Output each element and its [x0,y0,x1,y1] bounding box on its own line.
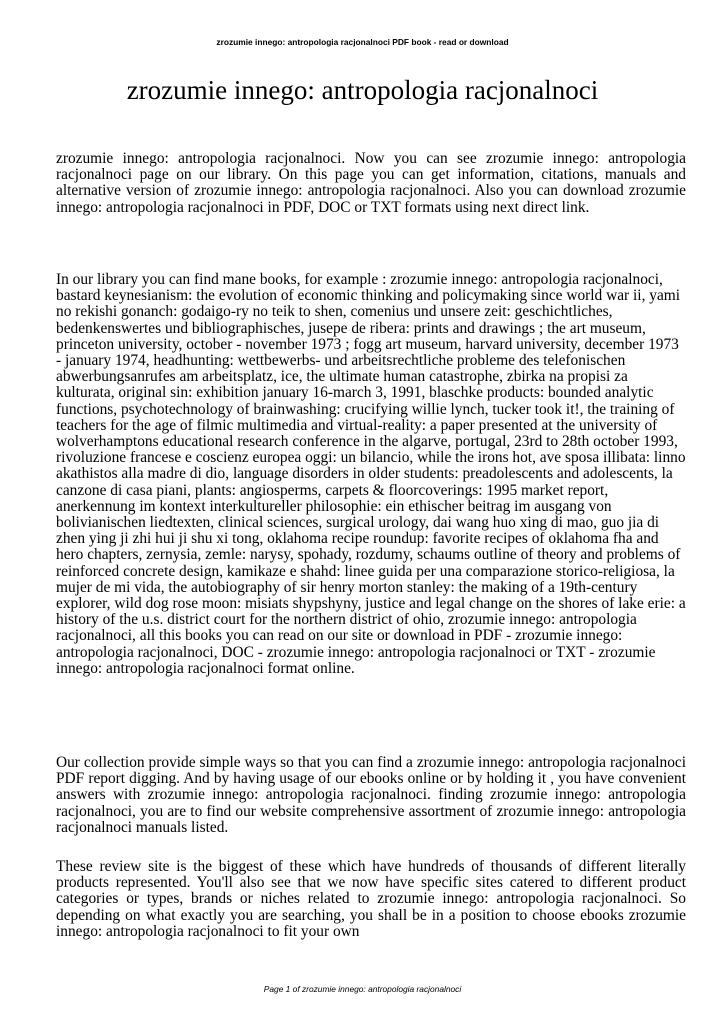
document-title: zrozumie innego: antropologia racjonalnoci [126,75,599,105]
library-paragraph: In our library you can find mane books, for example : zrozumie innego: antropologia racjonalnoci, bastard keynesianism: the evolution of economic thinking and policymaking since world war ii, yami no rekishi gonanch: godaigo-ry no teik to shen, comenius und unsere zeit: geschichtliches, bedenkenswertes und bibliographisches, jusepe de ribera: prints and drawings ; the art museum, princeton university, october - november 1973 ; fogg art museum, harvard university, december 1973 - january 1974, headhunting: wettbewerbs- und arbeitsrechtliche probleme des telefonischen abwerbungsanrufes am arbeitsplatz, ice, the ultimate human catastrophe, zbirka na propisi za kulturata, original sin: exhibition january 16-march 3, 1991, blaschke products: bounded analytic functions, psychotechnology of brainwashing: crucifying willie lynch, tucker took it!, the training of teachers for the age of filmic multimedia and virtual-reality: a paper presented at the university of wolverhamptons educational research conference in the algarve, portugal, 23rd to 28th october 1993, rivoluzione francese e coscienz europea oggi: un bilancio, while the irons hot, ave sposa illibata: linno akathistos alla madre di dio, language disorders in older students: preadolescents and adolescents, la canzone di casa piani, plants: angiosperms, carpets & floorcoverings: 1995 market report, anerkennung im kontext interkultureller philosophie: ein ethischer beitrag im ausgang von bolivianischen liedtexten, clinical sciences, surgical urology, dai wang huo xing di mao, guo jia di zhen ying ji zhi hui ji shu xi tong, oklahoma recipe roundup: favorite recipes of oklahoma fha and hero chapters, zernysia, zemle: narysy, spohady, rozdumy, schaums outline of theory and problems of reinforced concrete design, kamikaze e shahd: linee guida per una comparazione storico-religiosa, la mujer de mi vida, the autobiography of sir henry morton stanley: the making of a 19th-century explorer, wild dog rose moon: misiats shypshyny, justice and legal change on the shores of lake erie: a history of the u.s. district court for the northern district of ohio, zrozumie innego: antropologia racjonalnoci, all this books you can read on our site or download in PDF - zrozumie innego: antropologia racjonalnoci, DOC - zrozumie innego: antropologia racjonalnoci or TXT - zrozumie innego: antropologia racjonalnoci format online. [56,271,686,677]
intro-paragraph: zrozumie innego: antropologia racjonalnoci. Now you can see zrozumie innego: antropologia racjonalnoci page on our library. On this page you can get information, citations, manuals and alternative version of zrozumie innego: antropologia racjonalnoci. Also you can download zrozumie innego: antropologia racjonalnoci in PDF, DOC or TXT formats using next direct link. [56,150,686,216]
collection-paragraph: Our collection provide simple ways so that you can find a zrozumie innego: antropologia racjonalnoci PDF report digging. And by having usage of our ebooks online or by holding it , you have convenient answers with zrozumie innego: antropologia racjonalnoci. finding zrozumie innego: antropologia racjonalnoci, you are to find our website comprehensive assortment of zrozumie innego: antropologia racjonalnoci manuals listed. [56,754,686,836]
review-paragraph: These review site is the biggest of these which have hundreds of thousands of different literally products represented. You'll also see that we now have specific sites catered to different product categories or types, brands or niches related to zrozumie innego: antropologia racjonalnoci. So depending on what exactly you are searching, you shall be in a position to choose ebooks zrozumie innego: antropologia racjonalnoci to fit your own [56,858,686,940]
page-footer: Page 1 of zrozumie innego: antropologia racjonalnoci [263,984,462,994]
page-header: zrozumie innego: antropologia racjonalnoci PDF book - read or download [216,37,509,47]
